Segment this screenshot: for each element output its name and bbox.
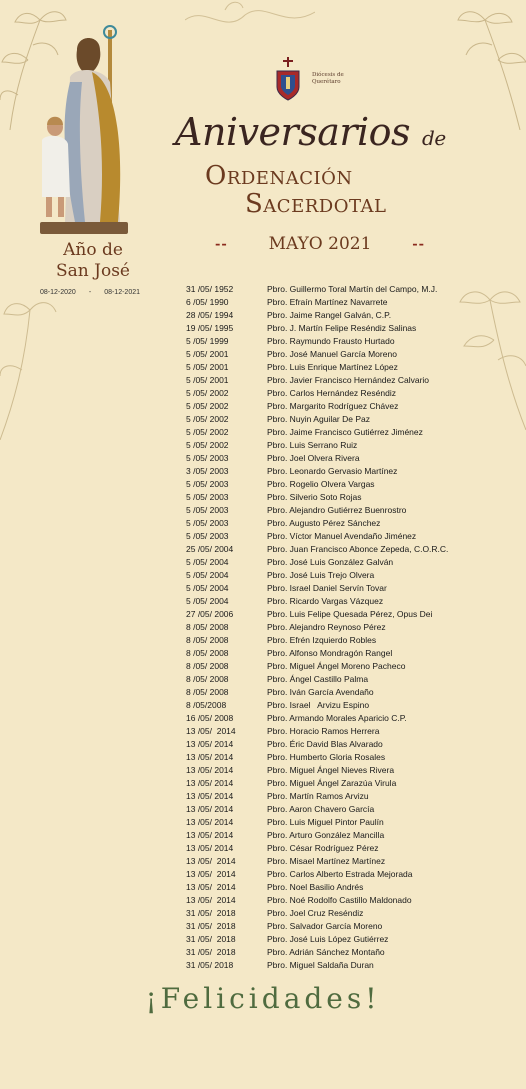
priestly-title: Sacerdotal — [245, 189, 387, 219]
list-item — [186, 608, 486, 621]
ordination-date: 13 /05/ 2014 — [186, 726, 236, 736]
ordination-date: 13 /05/ 2014 — [186, 869, 236, 879]
ordination-date: 28 /05/ 1994 — [186, 310, 234, 320]
priest-name: Pbro. Víctor Manuel Avendaño Jiménez — [267, 531, 417, 541]
ordination-date: 31 /05/ 2018 — [186, 934, 236, 944]
list-item — [186, 725, 486, 738]
priest-name: Pbro. Israel Daniel Servín Tovar — [267, 583, 387, 593]
list-item — [186, 829, 486, 842]
ordination-date: 5 /05/ 2001 — [186, 349, 229, 359]
priest-name: Pbro. Luis Enrique Martínez López — [267, 362, 398, 372]
list-item — [186, 556, 486, 569]
ordination-date: 31 /05/ 2018 — [186, 921, 236, 931]
anniversaries-title — [175, 110, 446, 160]
priest-name: Pbro. Martín Ramos Arvizu — [267, 791, 369, 801]
ordination-date: 5 /05/ 1999 — [186, 336, 229, 346]
priest-name: Pbro. Luis Miguel Pintor Paulín — [267, 817, 384, 827]
list-item — [186, 712, 486, 725]
year-title-line-1: Año de — [63, 240, 123, 260]
priest-name: Pbro. Miguel Ángel Moreno Pacheco — [267, 661, 406, 671]
month-dash-right: -- — [412, 236, 425, 252]
ordination-date: 5 /05/ 2003 — [186, 453, 229, 463]
list-item — [186, 946, 486, 959]
priest-name: Pbro. Efrén Izquierdo Robles — [267, 635, 377, 645]
date-separator: - — [88, 289, 92, 296]
list-item — [186, 959, 486, 972]
list-item — [186, 309, 486, 322]
priest-name: Pbro. Luis Serrano Ruiz — [267, 440, 358, 450]
ordination-date: 25 /05/ 2004 — [186, 544, 234, 554]
ordination-date: 5 /05/ 2004 — [186, 583, 229, 593]
priest-name: Pbro. Margarito Rodríguez Chávez — [267, 401, 399, 411]
list-item — [186, 738, 486, 751]
diocese-name — [312, 72, 372, 86]
year-date-range — [40, 289, 140, 296]
year-of-saint-joseph-title — [18, 240, 168, 282]
priest-name: Pbro. Raymundo Frausto Hurtado — [267, 336, 395, 346]
priest-name: Pbro. Nuyin Aguilar De Paz — [267, 414, 370, 424]
ordination-date: 5 /05/ 2001 — [186, 375, 229, 385]
list-item — [186, 530, 486, 543]
list-item — [186, 491, 486, 504]
ordination-date: 13 /05/ 2014 — [186, 791, 234, 801]
priest-name: Pbro. Luis Felipe Quesada Pérez, Opus Dei — [267, 609, 433, 619]
priest-name: Pbro. Alejandro Gutiérrez Buenrostro — [267, 505, 407, 515]
priest-name: Pbro. Israel Arvizu Espino — [267, 700, 370, 710]
list-item — [186, 907, 486, 920]
ordination-date: 5 /05/ 2004 — [186, 596, 229, 606]
priest-name: Pbro. Miguel Ángel Nieves Rivera — [267, 765, 395, 775]
priest-name: Pbro. Iván García Avendaño — [267, 687, 374, 697]
list-item — [186, 569, 486, 582]
ordination-date: 27 /05/ 2006 — [186, 609, 234, 619]
priest-name: Pbro. Leonardo Gervasio Martínez — [267, 466, 398, 476]
list-item — [186, 426, 486, 439]
priest-name: Pbro. Joel Olvera Rivera — [267, 453, 360, 463]
priest-name: Pbro. Aaron Chavero García — [267, 804, 375, 814]
list-item — [186, 543, 486, 556]
saint-joseph-statue-image — [30, 22, 140, 237]
list-item — [186, 920, 486, 933]
list-item — [186, 322, 486, 335]
priest-name: Pbro. Miguel Saldaña Duran — [267, 960, 374, 970]
priest-name: Pbro. Efraín Martínez Navarrete — [267, 297, 388, 307]
ordination-date: 13 /05/ 2014 — [186, 752, 234, 762]
list-item — [186, 387, 486, 400]
priest-name: Pbro. César Rodríguez Pérez — [267, 843, 379, 853]
ordination-date: 19 /05/ 1995 — [186, 323, 234, 333]
priest-name: Pbro. Noé Rodolfo Castillo Maldonado — [267, 895, 412, 905]
ordination-date: 8 /05/ 2008 — [186, 622, 229, 632]
ordination-date: 13 /05/ 2014 — [186, 804, 234, 814]
list-item — [186, 647, 486, 660]
list-item — [186, 465, 486, 478]
list-item — [186, 634, 486, 647]
list-item — [186, 764, 486, 777]
priest-name: Pbro. Éric David Blas Alvarado — [267, 739, 383, 749]
priest-name: Pbro. Noel Basilio Andrés — [267, 882, 364, 892]
ordination-date: 31 /05/ 2018 — [186, 908, 236, 918]
list-item — [186, 660, 486, 673]
diocese-shield-logo-icon — [275, 57, 301, 101]
ordination-date: 31 /05/ 1952 — [186, 284, 234, 294]
list-item — [186, 452, 486, 465]
ordination-date: 13 /05/ 2014 — [186, 765, 234, 775]
ordination-date: 31 /05/ 2018 — [186, 960, 234, 970]
lily-decoration-top-right-icon — [440, 0, 526, 130]
list-item — [186, 790, 486, 803]
ordination-date: 5 /05/ 2003 — [186, 505, 229, 515]
ordination-date: 13 /05/ 2014 — [186, 843, 234, 853]
ordination-date: 8 /05/ 2008 — [186, 687, 229, 697]
month-label: MAYO 2021 — [268, 234, 372, 254]
ordination-date: 8 /05/ 2008 — [186, 661, 229, 671]
date-end: 08-12-2021 — [104, 289, 140, 296]
priest-name: Pbro. Miguel Ángel Zarazúa Virula — [267, 778, 397, 788]
ordination-date: 3 /05/ 2003 — [186, 466, 229, 476]
priest-name: Pbro. Horacio Ramos Herrera — [267, 726, 380, 736]
ordination-date: 5 /05/ 2002 — [186, 401, 229, 411]
list-item — [186, 582, 486, 595]
ordination-date: 13 /05/ 2014 — [186, 739, 234, 749]
priest-name: Pbro. J. Martín Felipe Reséndiz Salinas — [267, 323, 417, 333]
priest-name: Pbro. Silverio Soto Rojas — [267, 492, 362, 502]
list-item — [186, 296, 486, 309]
ordination-date: 8 /05/ 2008 — [186, 635, 229, 645]
list-item — [186, 855, 486, 868]
list-item — [186, 400, 486, 413]
priest-name: Pbro. Guillermo Toral Martín del Campo, M.J. — [267, 284, 438, 294]
ordination-date: 13 /05/ 2014 — [186, 882, 236, 892]
list-item — [186, 374, 486, 387]
lily-decoration-left-icon — [0, 290, 60, 440]
priest-name: Pbro. José Manuel García Moreno — [267, 349, 397, 359]
list-item — [186, 478, 486, 491]
priest-name: Pbro. Ángel Castillo Palma — [267, 674, 369, 684]
list-item — [186, 413, 486, 426]
anniversaries-word: Aniversarios — [175, 110, 411, 154]
ordination-date: 5 /05/ 2003 — [186, 518, 229, 528]
priest-name: Pbro. José Luis Trejo Olvera — [267, 570, 375, 580]
list-item — [186, 673, 486, 686]
list-item — [186, 348, 486, 361]
ordination-date: 6 /05/ 1990 — [186, 297, 229, 307]
priest-name: Pbro. Humberto Gloria Rosales — [267, 752, 386, 762]
ordination-date: 13 /05/ 2014 — [186, 895, 236, 905]
ordination-date: 31 /05/ 2018 — [186, 947, 236, 957]
list-item — [186, 881, 486, 894]
date-start: 08-12-2020 — [40, 289, 76, 296]
priest-name: Pbro. José Luis González Galván — [267, 557, 394, 567]
ordination-date: 5 /05/ 2002 — [186, 440, 229, 450]
list-item — [186, 686, 486, 699]
ordination-date: 13 /05/ 2014 — [186, 817, 234, 827]
ordination-date: 8 /05/ 2008 — [186, 674, 229, 684]
ordination-date: 5 /05/ 2004 — [186, 557, 229, 567]
ordination-date: 5 /05/ 2002 — [186, 414, 229, 424]
priest-name: Pbro. Ricardo Vargas Vázquez — [267, 596, 384, 606]
list-item — [186, 335, 486, 348]
priest-name: Pbro. Armando Morales Aparicio C.P. — [267, 713, 407, 723]
list-item — [186, 439, 486, 452]
month-dash-left: -- — [215, 236, 228, 252]
priest-name: Pbro. Carlos Alberto Estrada Mejorada — [267, 869, 413, 879]
ordination-date: 8 /05/ 2008 — [186, 648, 229, 658]
ordination-title: Ordenación — [205, 161, 353, 191]
priest-name: Pbro. Alfonso Mondragón Rangel — [267, 648, 393, 658]
ordination-date: 5 /05/ 2003 — [186, 479, 229, 489]
priest-name: Pbro. Jaime Francisco Gutiérrez Jiménez — [267, 427, 423, 437]
list-item — [186, 751, 486, 764]
ordination-date: 5 /05/ 2003 — [186, 531, 229, 541]
list-item — [186, 816, 486, 829]
ordination-date: 8 /05/2008 — [186, 700, 227, 710]
anniversaries-de: de — [422, 126, 446, 150]
lily-decoration-top-icon — [185, 0, 315, 40]
ordination-date: 13 /05/ 2014 — [186, 856, 236, 866]
priest-name: Pbro. Javier Francisco Hernández Calvario — [267, 375, 430, 385]
list-item — [186, 699, 486, 712]
priest-name: Pbro. José Luis López Gutiérrez — [267, 934, 389, 944]
priest-name: Pbro. Arturo González Mancilla — [267, 830, 385, 840]
list-item — [186, 868, 486, 881]
year-title-line-2: San José — [56, 261, 130, 281]
list-item — [186, 595, 486, 608]
ordination-list — [186, 283, 486, 972]
month-banner — [215, 232, 425, 256]
ordination-date: 16 /05/ 2008 — [186, 713, 234, 723]
priest-name: Pbro. Alejandro Reynoso Pérez — [267, 622, 386, 632]
priest-name: Pbro. Rogelio Olvera Vargas — [267, 479, 375, 489]
list-item — [186, 842, 486, 855]
diocese-name-line-1: Diócesis de — [312, 72, 344, 78]
priest-name: Pbro. Jaime Rangel Galván, C.P. — [267, 310, 392, 320]
list-item — [186, 621, 486, 634]
list-item — [186, 777, 486, 790]
ordination-date: 5 /05/ 2003 — [186, 492, 229, 502]
list-item — [186, 504, 486, 517]
list-item — [186, 283, 486, 296]
diocese-name-line-2: Querétaro — [312, 79, 341, 85]
priest-name: Pbro. Salvador García Moreno — [267, 921, 383, 931]
priest-name: Pbro. Juan Francisco Abonce Zepeda, C.O.R.C. — [267, 544, 449, 554]
congratulations-text: ¡Felicidades! — [145, 982, 381, 1015]
priest-name: Pbro. Joel Cruz Reséndiz — [267, 908, 364, 918]
list-item — [186, 361, 486, 374]
list-item — [186, 933, 486, 946]
priest-name: Pbro. Augusto Pérez Sánchez — [267, 518, 381, 528]
priest-name: Pbro. Misael Martínez Martínez — [267, 856, 386, 866]
ordination-date: 5 /05/ 2001 — [186, 362, 229, 372]
ordination-date: 5 /05/ 2002 — [186, 388, 229, 398]
list-item — [186, 517, 486, 530]
ordination-date: 13 /05/ 2014 — [186, 778, 234, 788]
priest-name: Pbro. Adrián Sánchez Montaño — [267, 947, 385, 957]
priest-name: Pbro. Carlos Hernández Reséndiz — [267, 388, 396, 398]
list-item — [186, 894, 486, 907]
list-item — [186, 803, 486, 816]
ordination-date: 13 /05/ 2014 — [186, 830, 234, 840]
ordination-date: 5 /05/ 2002 — [186, 427, 229, 437]
ordination-date: 5 /05/ 2004 — [186, 570, 229, 580]
